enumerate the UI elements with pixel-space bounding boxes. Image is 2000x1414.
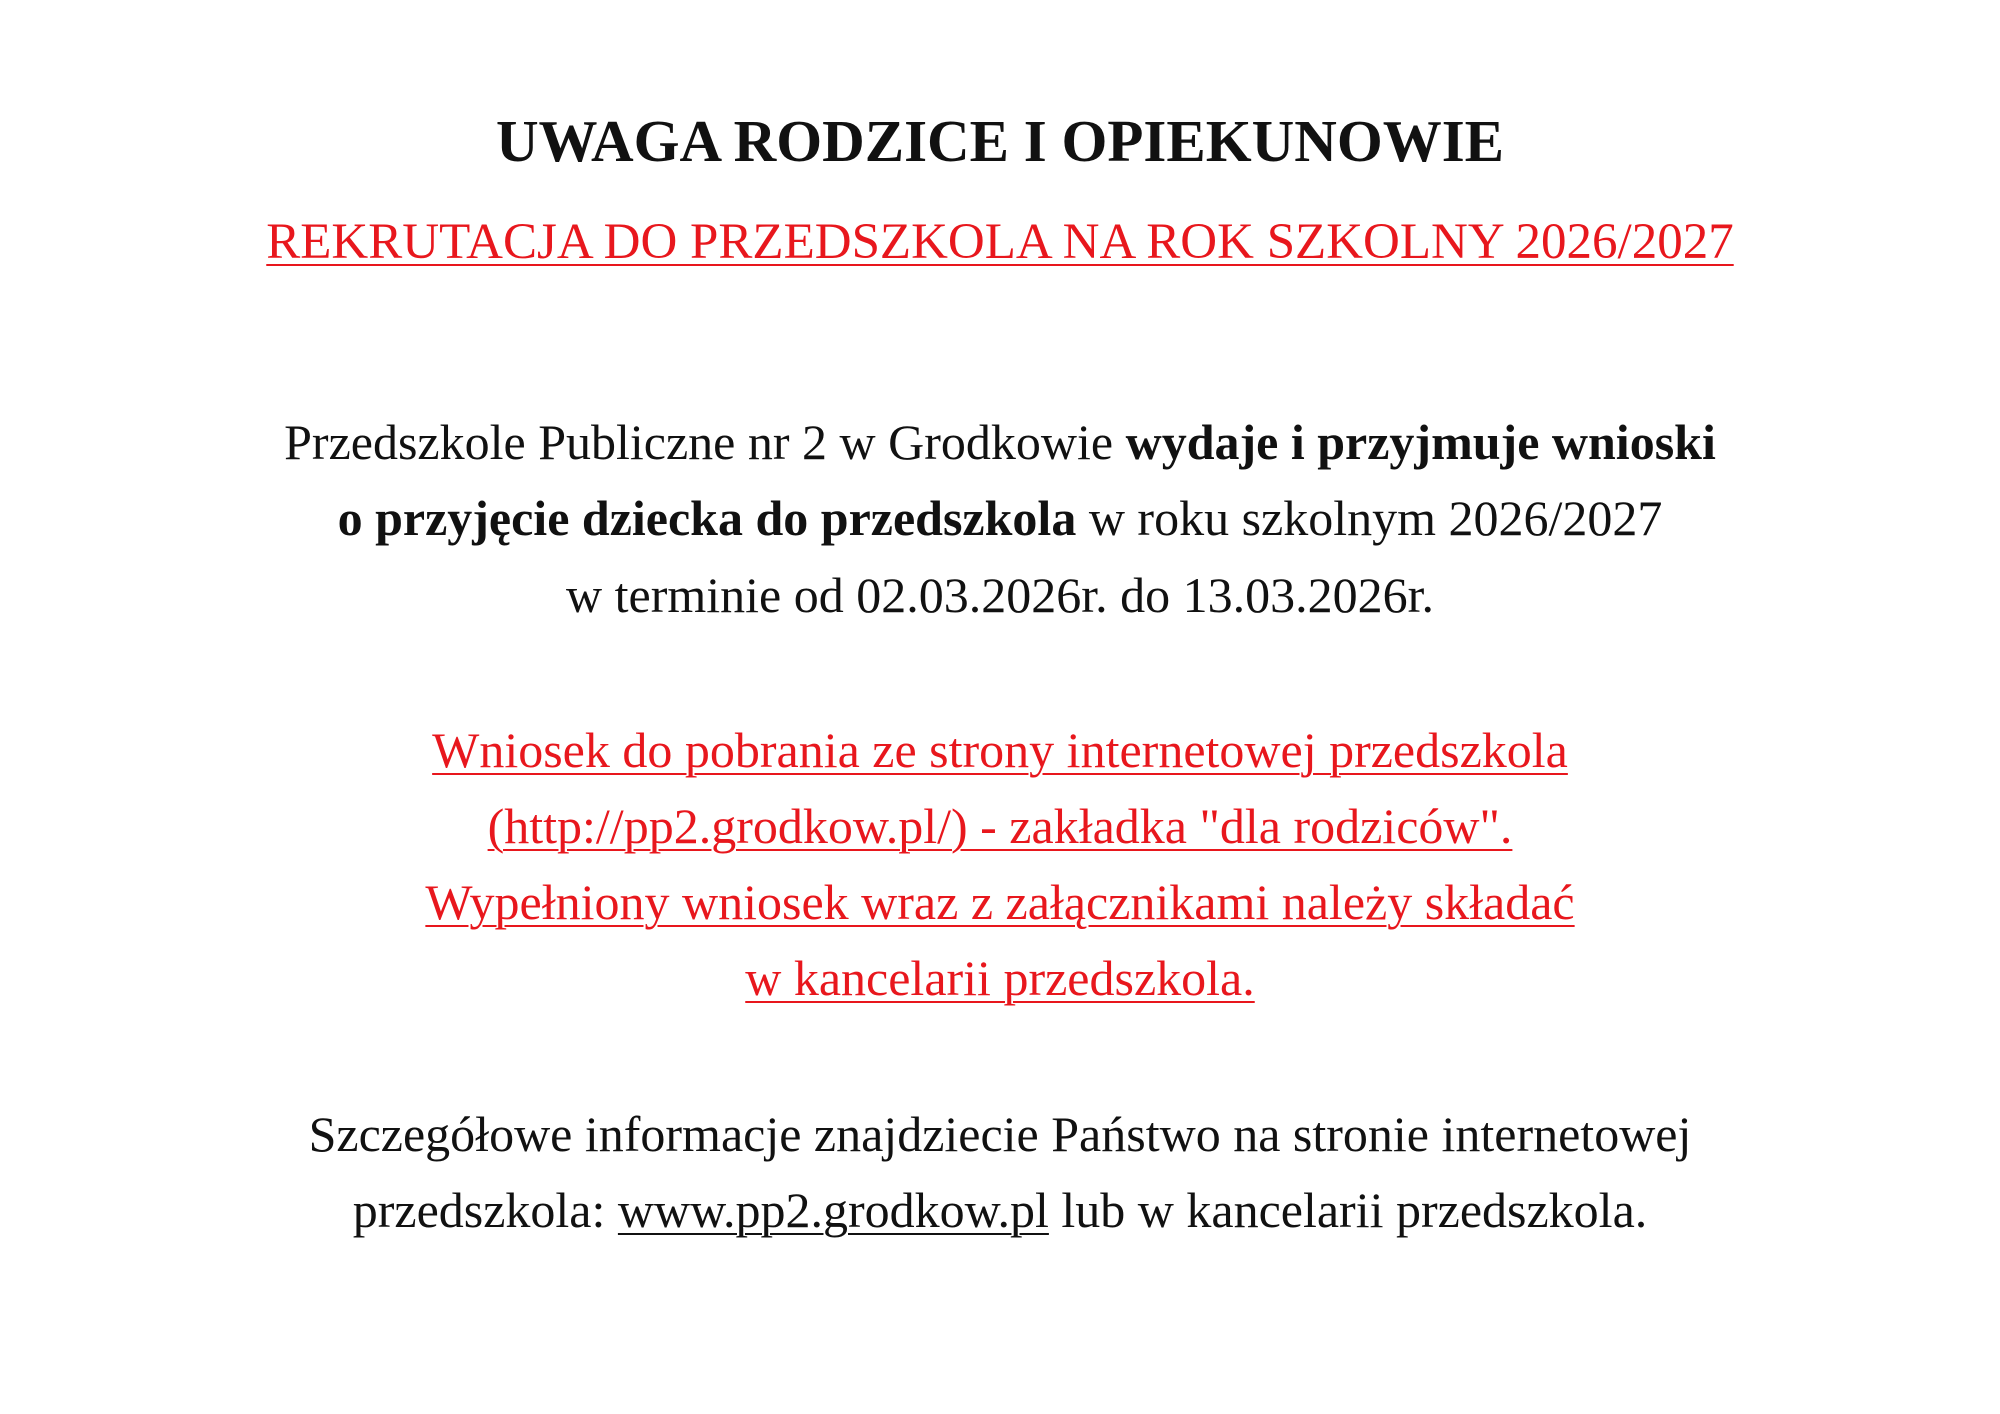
recruitment-subheading-text: REKRUTACJA DO PRZEDSZKOLA NA ROK SZKOLNY 2026/2027 [266, 214, 1734, 270]
details-line-2 [0, 1180, 2000, 1240]
details-line-2-prefix: przedszkola: [352, 1182, 618, 1238]
notice-heading: UWAGA RODZICE I OPIEKUNOWIE [495, 108, 1505, 174]
intro-line-3-dates: w terminie od 02.03.2026r. do 13.03.2026r. [566, 567, 1434, 623]
details-line-2-suffix: lub w kancelarii przedszkola. [1048, 1182, 1648, 1238]
intro-line-2 [0, 488, 2000, 548]
recruitment-subheading [0, 211, 2000, 273]
intro-line-2-bold: o przyjęcie dziecka do przedszkola [337, 490, 1077, 546]
intro-line-1 [0, 412, 2000, 472]
download-line-4-text: w kancelarii przedszkola. [745, 950, 1255, 1006]
download-line-3 [0, 872, 2000, 932]
website-link[interactable]: www.pp2.grodkow.pl [617, 1182, 1049, 1238]
download-line-2 [0, 796, 2000, 856]
download-line-3-text: Wypełniony wniosek wraz z załącznikami należy składać [425, 874, 1575, 930]
download-line-4 [0, 948, 2000, 1008]
details-line-1: Szczegółowe informacje znajdziecie Państwo na stronie internetowej [308, 1106, 1692, 1162]
intro-line-1-bold: wydaje i przyjmuje wnioski [1125, 414, 1716, 470]
intro-line-2-plain: w roku szkolnym 2026/2027 [1076, 490, 1663, 546]
download-line-1-text: Wniosek do pobrania ze strony internetowej przedszkola [432, 722, 1568, 778]
intro-line-1-plain: Przedszkole Publiczne nr 2 w Grodkowie [284, 414, 1126, 470]
download-line-1 [0, 720, 2000, 780]
download-line-2-text: (http://pp2.grodkow.pl/) - zakładka "dla rodziców". [487, 798, 1513, 854]
